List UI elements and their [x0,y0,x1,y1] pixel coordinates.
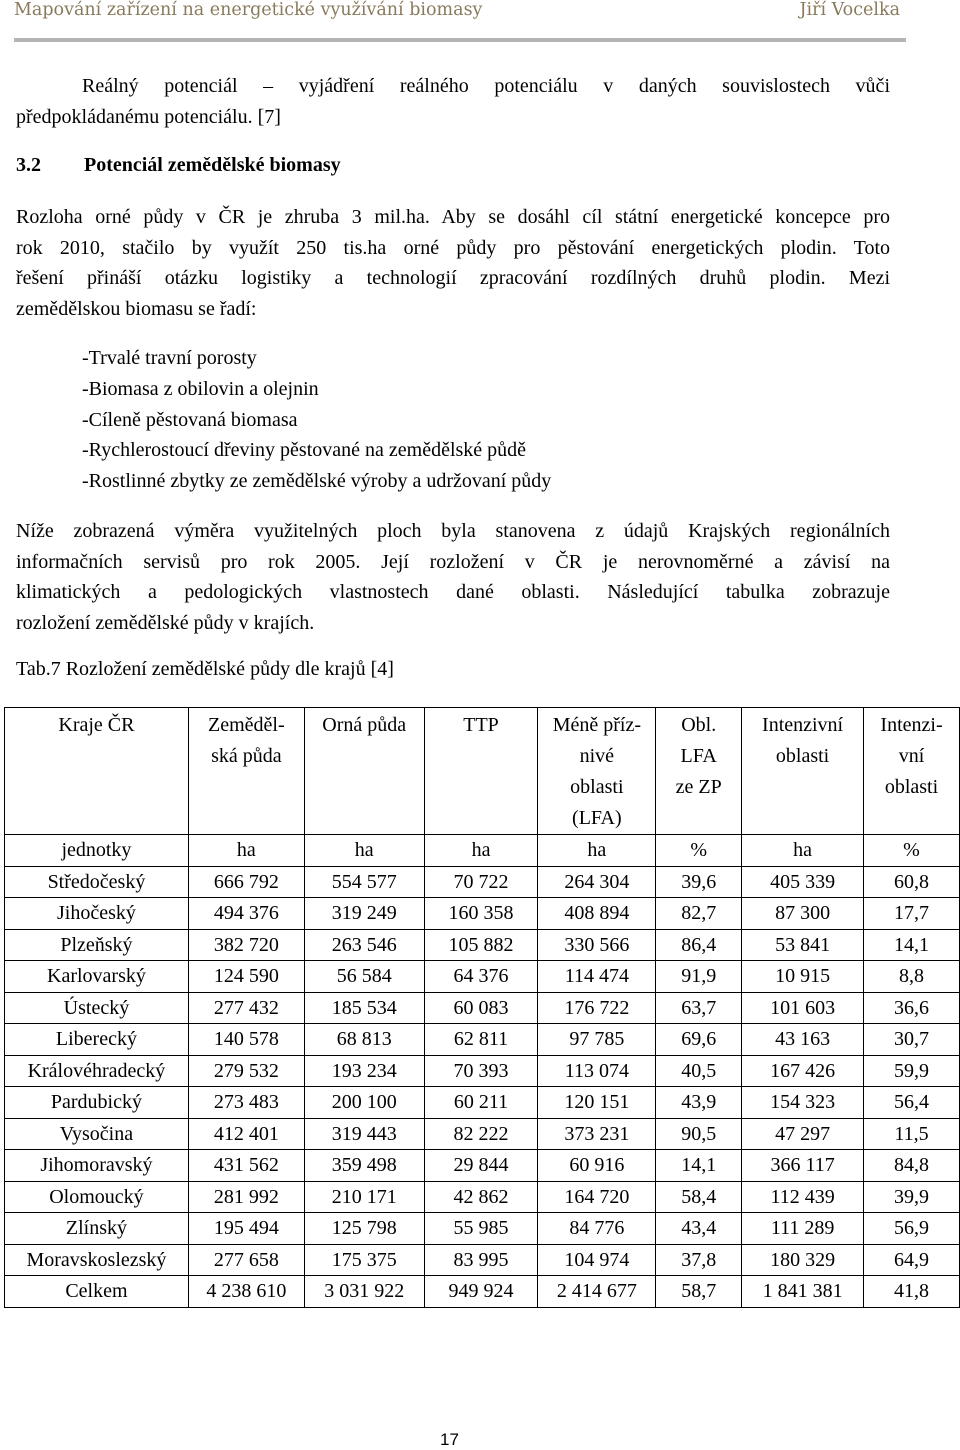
value-cell: 3 031 922 [304,1276,424,1308]
value-cell: 56 584 [304,961,424,993]
value-cell: 494 376 [188,898,304,930]
value-cell: 113 074 [538,1055,656,1087]
column-header-line: Intenzivní [762,714,844,736]
value-cell: 82 222 [424,1118,538,1150]
value-cell: 412 401 [188,1118,304,1150]
region-cell: Celkem [5,1276,189,1308]
value-cell: 36,6 [864,992,960,1024]
column-header-line: TTP [463,714,499,736]
value-cell: 2 414 677 [538,1276,656,1308]
value-cell: 10 915 [742,961,864,993]
table-row [5,1181,960,1213]
table-header-row [5,708,960,835]
region-cell: Moravskoslezský [5,1244,189,1276]
value-cell: 330 566 [538,929,656,961]
paragraph-line: rozložení zemědělské půdy v krajích. [16,612,315,635]
value-cell: 264 304 [538,866,656,898]
column-header [538,708,656,835]
table-row [5,1055,960,1087]
value-cell: 60,8 [864,866,960,898]
value-cell: 43,4 [656,1213,742,1245]
column-header-line: ská půda [211,745,282,767]
value-cell: 200 100 [304,1087,424,1119]
region-cell: Středočeský [5,866,189,898]
page-header [0,0,960,48]
value-cell: 43 163 [742,1024,864,1056]
region-cell: Jihomoravský [5,1150,189,1182]
value-cell: 70 722 [424,866,538,898]
value-cell: ha [188,835,304,867]
value-cell: 69,6 [656,1024,742,1056]
region-cell: Jihočeský [5,898,189,930]
value-cell: 37,8 [656,1244,742,1276]
value-cell: 53 841 [742,929,864,961]
value-cell: 175 375 [304,1244,424,1276]
value-cell: 29 844 [424,1150,538,1182]
value-cell: ha [538,835,656,867]
column-header-line: oblasti [775,745,830,767]
region-cell: Ústecký [5,992,189,1024]
value-cell: 68 813 [304,1024,424,1056]
column-header-line: LFA [680,745,717,767]
value-cell: 408 894 [538,898,656,930]
column-header-line: nivé [579,745,615,767]
value-cell: 111 289 [742,1213,864,1245]
value-cell: 60 916 [538,1150,656,1182]
table-row [5,898,960,930]
value-cell: 366 117 [742,1150,864,1182]
table-row [5,1118,960,1150]
paragraph-real-potential [16,71,890,132]
page-number: 17 [440,1430,459,1449]
value-cell: % [656,835,742,867]
value-cell: 39,9 [864,1181,960,1213]
region-cell: Karlovarský [5,961,189,993]
paragraph-line: předpokládanému potenciálu. [7] [16,105,281,128]
region-cell: Olomoucký [5,1181,189,1213]
value-cell: 63,7 [656,992,742,1024]
region-cell: Liberecký [5,1024,189,1056]
value-cell: 11,5 [864,1118,960,1150]
paragraph-line: rok 2010, stačilo by využít 250 tis.ha orné půdy pro pěstování energetických plodin. Toto [16,236,890,259]
table-row [5,1276,960,1308]
column-header-line: Orná půda [322,714,407,736]
paragraph-area [16,516,890,639]
region-cell: Vysočina [5,1118,189,1150]
value-cell: 1 841 381 [742,1276,864,1308]
value-cell: 83 995 [424,1244,538,1276]
value-cell: 277 658 [188,1244,304,1276]
column-header-line: vní [898,745,925,767]
value-cell: 97 785 [538,1024,656,1056]
column-header-line: Intenzi- [880,714,943,736]
table-row [5,961,960,993]
paragraph-line: zemědělskou biomasu se řadí: [16,298,257,321]
list-item: -Rostlinné zbytky ze zemědělské výroby a udržovaní půdy [82,470,552,493]
value-cell: 87 300 [742,898,864,930]
header-rule [14,38,906,42]
region-cell: Plzeňský [5,929,189,961]
value-cell: 58,4 [656,1181,742,1213]
value-cell: 281 992 [188,1181,304,1213]
table-row [5,1244,960,1276]
paragraph-arable-land [16,202,890,325]
value-cell: 164 720 [538,1181,656,1213]
value-cell: 195 494 [188,1213,304,1245]
value-cell: 154 323 [742,1087,864,1119]
value-cell: 180 329 [742,1244,864,1276]
table-row [5,1150,960,1182]
value-cell: ha [304,835,424,867]
value-cell: 193 234 [304,1055,424,1087]
table-header [5,708,960,835]
column-header-line: (LFA) [572,807,622,829]
header-title: Mapování zařízení na energetické využívání biomasy [14,0,483,20]
column-header [304,708,424,835]
value-cell: 30,7 [864,1024,960,1056]
column-header [188,708,304,835]
value-cell: 56,9 [864,1213,960,1245]
value-cell: 185 534 [304,992,424,1024]
value-cell: 176 722 [538,992,656,1024]
value-cell: 101 603 [742,992,864,1024]
value-cell: 42 862 [424,1181,538,1213]
value-cell: 84,8 [864,1150,960,1182]
value-cell: 382 720 [188,929,304,961]
column-header-line: oblasti [570,776,624,798]
table-row [5,835,960,867]
value-cell: 70 393 [424,1055,538,1087]
column-header [864,708,960,835]
column-header [742,708,864,835]
value-cell: 55 985 [424,1213,538,1245]
value-cell: 120 151 [538,1087,656,1119]
value-cell: 273 483 [188,1087,304,1119]
biomass-list [82,343,551,497]
table-body [5,835,960,1308]
value-cell: ha [742,835,864,867]
list-item: -Trvalé travní porosty [82,347,257,369]
value-cell: 14,1 [864,929,960,961]
paragraph-line: Níže zobrazená výměra využitelných ploch byla stanovena z údajů Krajských regionálních [16,520,890,542]
value-cell: 47 297 [742,1118,864,1150]
value-cell: 41,8 [864,1276,960,1308]
value-cell: 60 211 [424,1087,538,1119]
table-caption: Tab.7 Rozložení zemědělské půdy dle krajů [4] [16,658,394,680]
value-cell: 125 798 [304,1213,424,1245]
list-item: -Cíleně pěstovaná biomasa [82,408,298,431]
value-cell: 56,4 [864,1087,960,1119]
value-cell: 554 577 [304,866,424,898]
value-cell: 167 426 [742,1055,864,1087]
value-cell: 405 339 [742,866,864,898]
value-cell: 91,9 [656,961,742,993]
value-cell: 277 432 [188,992,304,1024]
value-cell: 86,4 [656,929,742,961]
value-cell: 59,9 [864,1055,960,1087]
list-item: -Biomasa z obilovin a olejnin [82,377,319,400]
value-cell: 263 546 [304,929,424,961]
value-cell: ha [424,835,538,867]
value-cell: 104 974 [538,1244,656,1276]
table-row [5,866,960,898]
value-cell: 43,9 [656,1087,742,1119]
column-header-line: ze ZP [675,776,722,798]
section-number: 3.2 [16,154,41,176]
section-title: Potenciál zemědělské biomasy [84,154,341,176]
section-heading [16,154,341,177]
header-author: Jiří Vocelka [799,0,900,20]
value-cell: 64,9 [864,1244,960,1276]
table-row [5,1213,960,1245]
value-cell: 39,6 [656,866,742,898]
column-header-line: Kraje ČR [58,714,135,736]
value-cell: 82,7 [656,898,742,930]
value-cell: 8,8 [864,961,960,993]
value-cell: 431 562 [188,1150,304,1182]
region-cell: jednotky [5,835,189,867]
value-cell: % [864,835,960,867]
value-cell: 90,5 [656,1118,742,1150]
column-header [5,708,189,835]
value-cell: 160 358 [424,898,538,930]
table-row [5,1024,960,1056]
paragraph-line: Rozloha orné půdy v ČR je zhruba 3 mil.ha. Aby se dosáhl cíl státní energetické koncepce pro [16,206,890,228]
paragraph-line: řešení přináší otázku logistiky a technologií zpracování rozdílných druhů plodin. Mezi [16,267,890,290]
column-header [424,708,538,835]
value-cell: 114 474 [538,961,656,993]
region-cell: Královéhradecký [5,1055,189,1087]
value-cell: 373 231 [538,1118,656,1150]
value-cell: 112 439 [742,1181,864,1213]
column-header-line: Obl. [681,714,717,736]
value-cell: 62 811 [424,1024,538,1056]
value-cell: 666 792 [188,866,304,898]
value-cell: 105 882 [424,929,538,961]
paragraph-line: Reálný potenciál – vyjádření reálného potenciálu v daných souvislostech vůči [82,75,890,97]
value-cell: 84 776 [538,1213,656,1245]
table-row [5,929,960,961]
paragraph-line: informačních servisů pro rok 2005. Její rozložení v ČR je nerovnoměrné a závisí na [16,550,890,573]
value-cell: 4 238 610 [188,1276,304,1308]
value-cell: 124 590 [188,961,304,993]
column-header-line: Méně příz- [552,714,641,736]
value-cell: 60 083 [424,992,538,1024]
column-header [656,708,742,835]
value-cell: 140 578 [188,1024,304,1056]
value-cell: 58,7 [656,1276,742,1308]
value-cell: 14,1 [656,1150,742,1182]
value-cell: 17,7 [864,898,960,930]
value-cell: 949 924 [424,1276,538,1308]
value-cell: 359 498 [304,1150,424,1182]
value-cell: 40,5 [656,1055,742,1087]
column-header-line: oblasti [884,776,939,798]
value-cell: 279 532 [188,1055,304,1087]
region-cell: Zlínský [5,1213,189,1245]
region-cell: Pardubický [5,1087,189,1119]
column-header-line: Zeměděl- [208,714,285,736]
value-cell: 64 376 [424,961,538,993]
list-item: -Rychlerostoucí dřeviny pěstované na zemědělské půdě [82,439,527,462]
value-cell: 319 249 [304,898,424,930]
paragraph-line: klimatických a pedologických vlastnostech dané oblasti. Následující tabulka zobrazuje [16,581,890,604]
table-row [5,992,960,1024]
land-distribution-table [4,707,960,1308]
table-row [5,1087,960,1119]
value-cell: 210 171 [304,1181,424,1213]
value-cell: 319 443 [304,1118,424,1150]
